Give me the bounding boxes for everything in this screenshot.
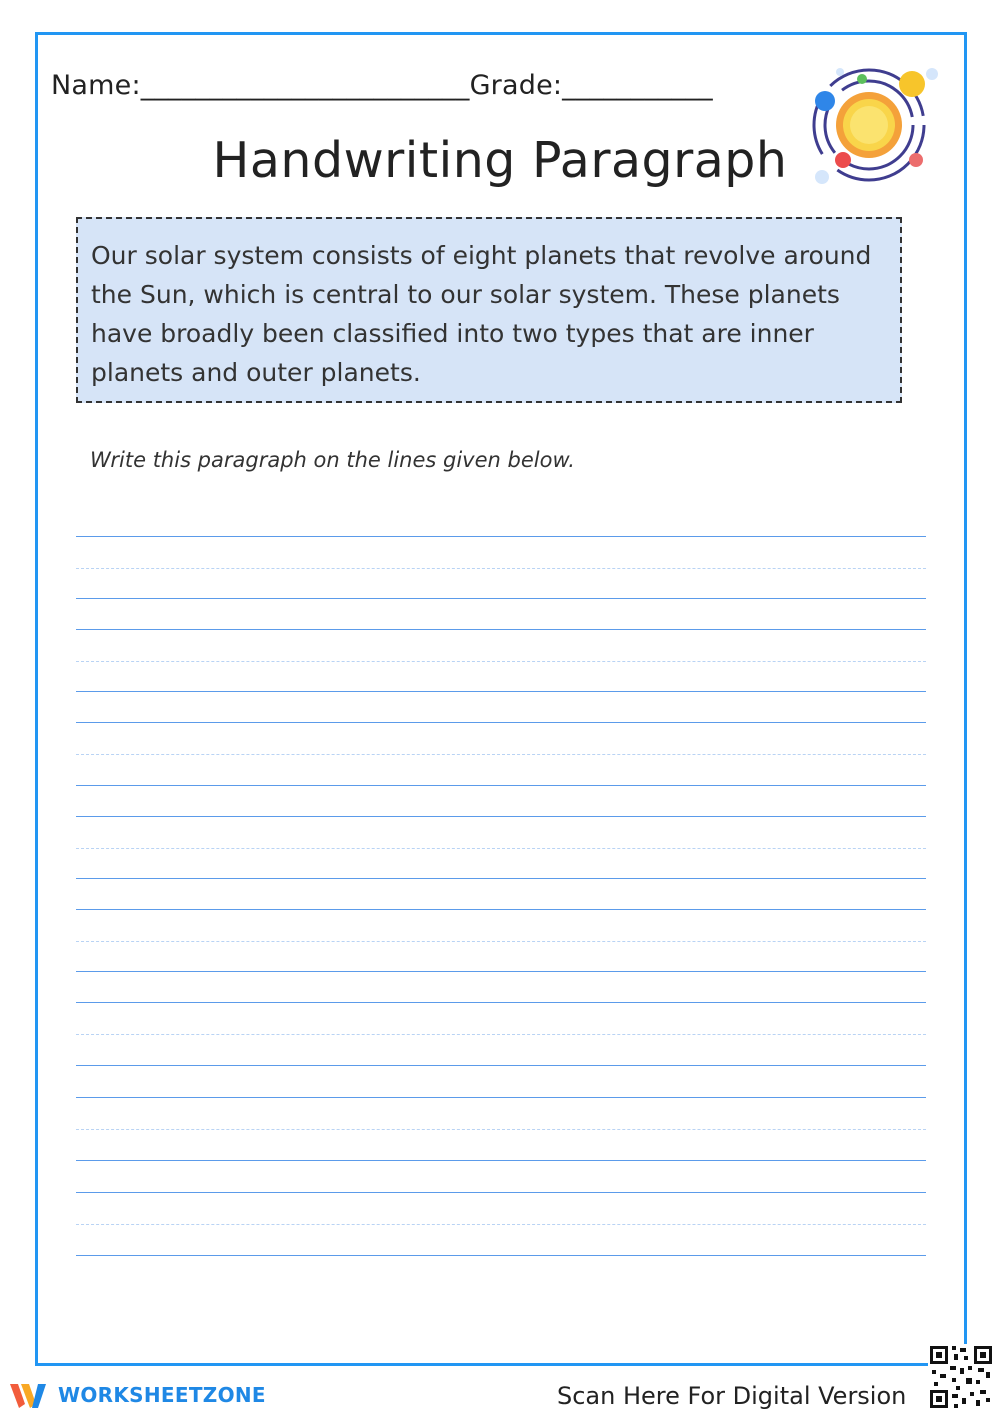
writing-line-top xyxy=(76,1192,926,1193)
writing-line-base xyxy=(76,1160,926,1161)
writing-line-guide xyxy=(76,941,926,942)
writing-line-top xyxy=(76,722,926,723)
writing-line-top xyxy=(76,1097,926,1098)
instruction-text: Write this paragraph on the lines given below. xyxy=(90,448,575,472)
writing-line-guide xyxy=(76,1129,926,1130)
writing-line-base xyxy=(76,1255,926,1256)
page-title: Handwriting Paragraph xyxy=(212,132,788,189)
writing-line-base xyxy=(76,971,926,972)
writing-line-top xyxy=(76,536,926,537)
writing-line-top xyxy=(76,1002,926,1003)
scan-label: Scan Here For Digital Version xyxy=(557,1382,907,1410)
writing-line-base xyxy=(76,1065,926,1066)
grade-field-label: Grade:___________ xyxy=(469,70,713,101)
handwriting-lines xyxy=(76,0,926,1416)
writing-line-guide xyxy=(76,754,926,755)
writing-line-guide xyxy=(76,1034,926,1035)
writing-line-top xyxy=(76,816,926,817)
writing-line-base xyxy=(76,598,926,599)
brand-name: WORKSHEETZONE xyxy=(58,1383,266,1407)
qr-code-icon[interactable] xyxy=(928,1344,994,1410)
writing-line-top xyxy=(76,909,926,910)
writing-line-guide xyxy=(76,568,926,569)
name-field-label: Name:________________________ xyxy=(51,70,470,101)
writing-line-base xyxy=(76,785,926,786)
writing-line-base xyxy=(76,691,926,692)
writing-line-base xyxy=(76,878,926,879)
writing-line-guide xyxy=(76,661,926,662)
writing-line-top xyxy=(76,629,926,630)
writing-line-guide xyxy=(76,848,926,849)
writing-line-guide xyxy=(76,1224,926,1225)
worksheetzone-logo-icon xyxy=(8,1380,52,1410)
passage-text: Our solar system consists of eight planets that revolve around the Sun, which is central to our solar system. These planets have broadly been classified into two types that are inner planets and outer planets. xyxy=(91,241,872,387)
brand-logo[interactable] xyxy=(8,1378,266,1412)
